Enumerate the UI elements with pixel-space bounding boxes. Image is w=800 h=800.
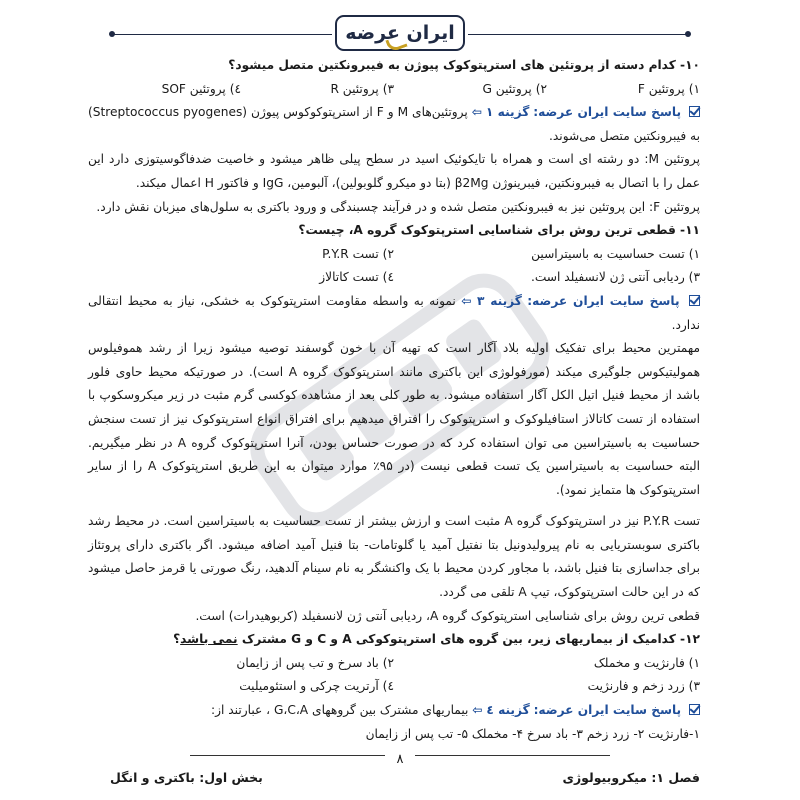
logo-text: ایران عرضه: [345, 22, 455, 44]
question-12-text: ۱۲- کدامیک از بیماریهای زیر، بین گروه های استرپتوکوکی A و C و G مشترک: [237, 632, 700, 647]
option-1: ۱) پروتئین F: [637, 81, 700, 96]
question-12: [88, 628, 700, 652]
question-12-options: [88, 652, 700, 699]
option-2: ۲) تست P.Y.R: [322, 246, 394, 261]
option-3: ۳) ردیابی آنتی ژن لانسفیلد است.: [530, 270, 700, 285]
footer-chapter: فصل ۱: میکروبیولوژی: [562, 770, 700, 785]
option-4: ٤) پروتئین SOF: [161, 81, 241, 96]
answer-11: [88, 290, 700, 337]
arrow-left-icon: ⇦: [472, 703, 483, 718]
answer-choice: گزینه ٤: [486, 703, 530, 718]
option-4: ٤) تست کاتالاز: [319, 270, 394, 285]
option-2: ۲) باد سرخ و تب پس از زایمان: [236, 655, 394, 670]
footer-section: بخش اول: باکتری و انگل: [110, 770, 263, 785]
option-4: ٤) آرتریت چرکی و استئومیلیت: [239, 679, 394, 694]
site-logo: [335, 15, 465, 51]
answer-heading: پاسخ سایت ایران عرضه:: [527, 293, 680, 308]
question-11-options: [88, 243, 700, 290]
paragraph: پروتئین F: این پروتئین نیز به فیبرونکتین متصل شده و در فرآیند چسبندگی و ورود باکتری به سلول‌های میزبان نقش دارد.: [96, 199, 700, 214]
answer-heading: پاسخ سایت ایران عرضه:: [533, 703, 682, 718]
option-2: ۲) پروتئین G: [482, 81, 547, 96]
paragraph: پروتئین M: دو رشته ای است و همراه با تایکوئیک اسید در سطح پیلی ظاهر میشود و خاصیت ضدفاگوسیتوزی دارد این عمل را با اتصال به فیبرونکتین، فیبرینوژن β2Mg (بتا دو میکرو گلوبولین)، آلبومین، IgG و فاکتور H اعمال میکند.: [88, 152, 700, 190]
answer-choice: گزینه ۳: [476, 293, 522, 308]
answer-text: بیماریهای مشترک بین گروههای G،C،A ، عبارتند از:: [211, 703, 469, 718]
option-1: ۱) فارنژیت و مخملک: [593, 655, 700, 670]
answer-12: [88, 699, 700, 723]
option-1: ۱) تست حساسیت به باسیتراسین: [531, 246, 700, 261]
option-3: ۳) پروتئین R: [330, 81, 394, 96]
arrow-left-icon: ⇦: [471, 105, 482, 120]
paragraph: تست P.Y.R نیز در استرپتوکوک گروه A مثبت است و ارزش بیشتر از تست حساسیت به باسیتراسین است. در محیط رشد باکتری سوبستریایی به نام پیرولیدونیل بتا نفتیل آمید یا گلوتامات- بتا فنیل آمید اضافه میشود. اگر باکتری دارای پروتئاز برای جداسازی بتا فنیل باشد، با مجاور کردن محیط با یک واکنشگر به نام سینام آلدهید، رنگ صورتی یا قرمز حاصل میشود که در این حالت استرپتوکوک، تیپ A تلقی می گردد.: [88, 514, 700, 600]
paragraph: ۱-فارنژیت ۲- زرد زخم ۳- باد سرخ ۴- مخملک ۵- تب پس از زایمان: [365, 726, 700, 741]
checkbox-icon: [689, 295, 700, 306]
checkbox-icon: [689, 106, 700, 117]
page-content: [88, 54, 700, 746]
answer-choice: گزینه ۱: [485, 105, 530, 120]
header-rule-right: [468, 34, 688, 35]
question-11: ۱۱- قطعی ترین روش برای شناسایی استرپتوکوک گروه A، چیست؟: [298, 223, 700, 238]
checkbox-icon: [689, 704, 700, 715]
header-rule-left: [112, 34, 332, 35]
question-10-options: [88, 78, 700, 102]
question-10: ۱۰- کدام دسته از پروتئین های استرپتوکوک پیوژن به فیبرونکتین متصل میشود؟: [228, 58, 700, 72]
paragraph: مهمترین محیط برای تفکیک اولیه بلاد آگار است که تهیه آن با خون گوسفند توصیه میشود زیرا از رشد هموفیلوس همولیتیکوس جلوگیری میکند (مورفولوژی این باکتری مانند استرپتوکوک گروه A است). در صورتیکه محیط حاوی فلور باشد از محیط فنیل اتیل الکل آگار استفاده میشود. به طور کلی بعد از مشاهده کوکسی گرم مثبت در زیر میکروسکوپ با استفاده از تست کاتالاز استافیلوکوک و استرپتوکوک را افتراق میدهیم برای افتراق انواع استرپتوکوک نیز از تست سنجش حساسیت به باسیتراسین می توان استفاده کرد که در صورت حساس بودن، آنرا استرپتوکوک گروه A در نظر میگیریم. البته حساسیت به باسیتراسین یک تست قطعی نیست (در ۹۵٪ موارد میتوان به این طریق استرپتوکوک A را از سایر استرپتوکوک ها متمایز نمود).: [88, 341, 700, 497]
answer-heading: پاسخ سایت ایران عرضه:: [533, 105, 682, 120]
arrow-left-icon: ⇦: [461, 293, 472, 308]
paragraph: قطعی ترین روش برای شناسایی استرپتوکوک گروه A، ردیابی آنتی ژن لانسفیلد (کربوهیدرات) است.: [195, 608, 700, 623]
option-3: ۳) زرد زخم و فارنژیت: [587, 679, 700, 694]
question-12-mark: ؟: [173, 632, 181, 647]
answer-text: نمونه به واسطه مقاومت استرپتوکوک به خشکی، نیاز به محیط انتقالی ندارد.: [88, 293, 700, 332]
answer-text: پروتئین‌های M و F از استرپتوکوکوس پیوژن (Streptococcus pyogenes) به فیبرونکتین متصل می‌شوند.: [88, 105, 700, 143]
page-number: ۸: [385, 752, 415, 767]
question-12-emphasis: نمی باشد: [180, 632, 238, 647]
answer-10: [88, 101, 700, 148]
